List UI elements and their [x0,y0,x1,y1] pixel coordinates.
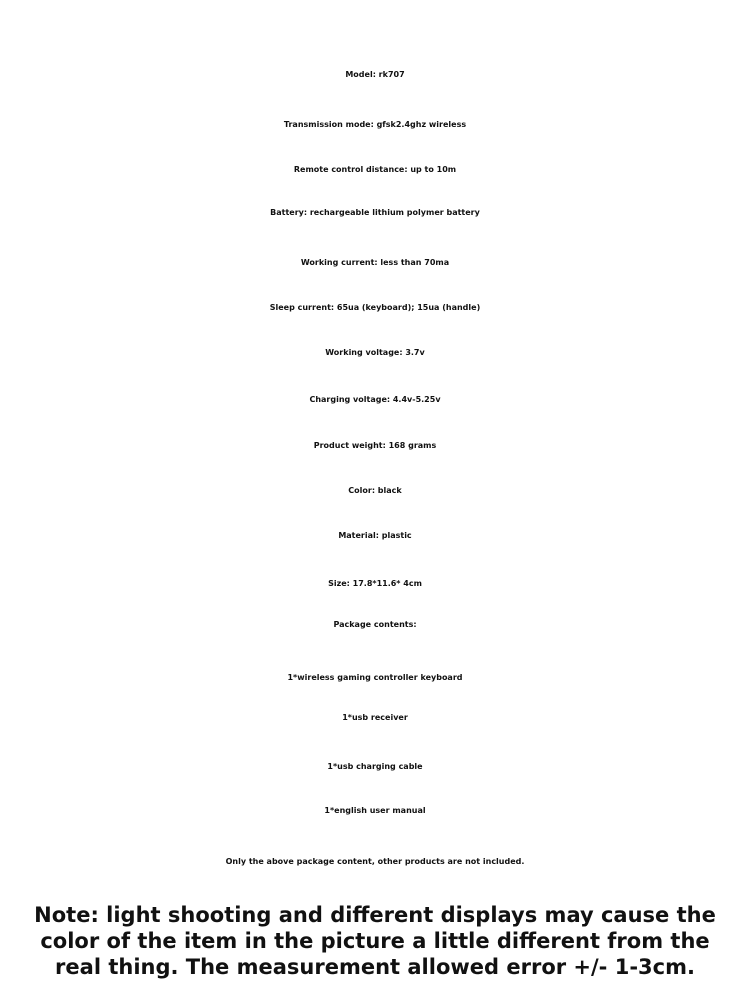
spec-material: Material: plastic [338,531,412,540]
note-text: Note: light shooting and different displays may cause the color of the item in the picture a little different from the real thing. The measurement allowed error +/- 1-3cm. [34,903,716,979]
spec-distance: Remote control distance: up to 10m [293,165,457,174]
spec-color: Color: black [348,486,402,495]
package-heading: Package contents: [333,620,417,629]
spec-working-voltage: Working voltage: 3.7v [325,348,425,357]
disclaimer-text: Only the above package content, other products are not included. [225,857,525,866]
package-item-receiver: 1*usb receiver [342,713,408,722]
spec-size: Size: 17.8*11.6* 4cm [328,579,422,588]
spec-weight: Product weight: 168 grams [313,441,437,450]
package-item-keyboard: 1*wireless gaming controller keyboard [287,673,463,682]
spec-working-current: Working current: less than 70ma [300,258,450,267]
package-item-manual: 1*english user manual [324,806,426,815]
spec-transmission: Transmission mode: gfsk2.4ghz wireless [283,120,467,129]
package-item-cable: 1*usb charging cable [327,762,423,771]
spec-model: Model: rk707 [345,70,405,79]
spec-sleep-current: Sleep current: 65ua (keyboard); 15ua (handle) [269,303,481,312]
spec-battery: Battery: rechargeable lithium polymer battery [270,208,480,217]
spec-charging-voltage: Charging voltage: 4.4v-5.25v [309,395,441,404]
